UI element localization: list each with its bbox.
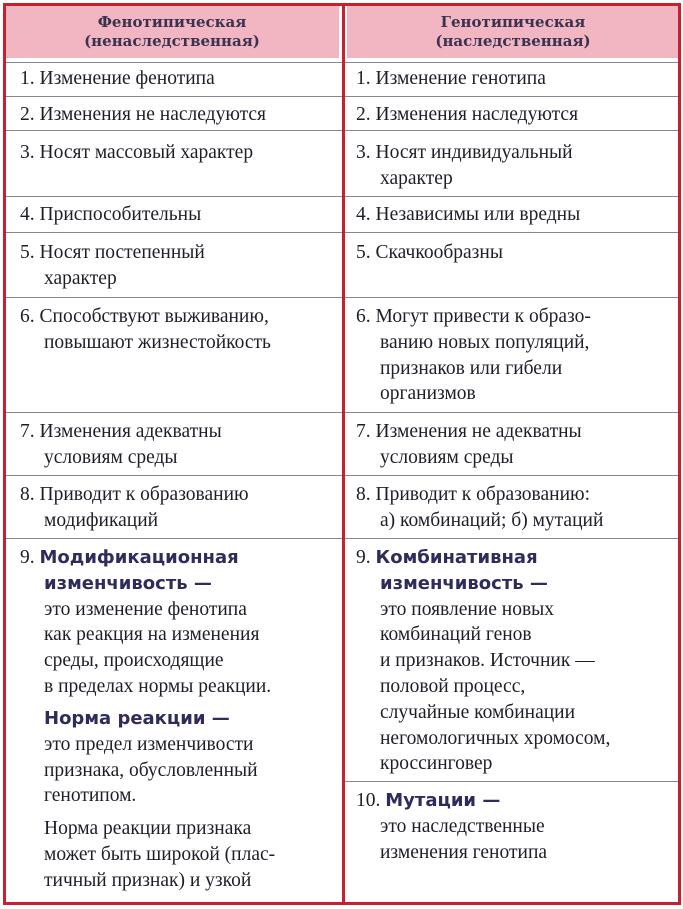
cell-line: комбинаций генов bbox=[380, 624, 532, 646]
item-number: 10. bbox=[356, 790, 381, 811]
cell-line: в пределах нормы реакции. bbox=[44, 675, 272, 697]
cell-line: тичный признак) и узкой bbox=[44, 869, 252, 891]
term-modification-variability: Модификационная bbox=[39, 547, 239, 568]
cell-line: 2. Изменения наследуются bbox=[356, 104, 579, 125]
cell-line: это изменение фенотипа bbox=[44, 598, 247, 620]
cell-line: 4. Независимы или вредны bbox=[356, 204, 581, 225]
cell-line: это предел изменчивости bbox=[44, 733, 254, 755]
term-reaction-norm: Норма реакции bbox=[44, 708, 206, 729]
item-number: 9. bbox=[20, 547, 35, 568]
cell-line: 8. Приводит к образованию bbox=[20, 484, 249, 505]
cell-line: как реакция на изменения bbox=[44, 624, 260, 646]
cell-line: 6. Могут привести к образо- bbox=[356, 306, 591, 327]
cell-line: условиям среды bbox=[44, 446, 178, 468]
header-left-subtitle: (ненаследственная) bbox=[84, 32, 260, 50]
term-continuation: изменчивость bbox=[380, 572, 524, 594]
cell-line: 1. Изменение фенотипа bbox=[20, 68, 215, 89]
header-left-title: Фенотипическая bbox=[97, 13, 247, 31]
term-dash: — bbox=[523, 572, 548, 594]
cell-line: 8. Приводит к образованию: bbox=[356, 484, 591, 505]
cell-line: 6. Способствуют выживанию, bbox=[20, 306, 269, 327]
cell-line: среды, происходящие bbox=[44, 650, 224, 672]
cell-line: 2. Изменения не наследуются bbox=[20, 104, 267, 125]
cell-line: случайные комбинации bbox=[380, 701, 576, 723]
cell-line: повышают жизнестойкость bbox=[44, 331, 271, 353]
cell-line: кроссинговер bbox=[380, 753, 493, 775]
term-continuation: изменчивость bbox=[44, 572, 188, 594]
cell-line: половой процесс, bbox=[380, 675, 526, 697]
cell-line: может быть широкой (плас- bbox=[44, 843, 276, 865]
cell-line: Норма реакции признака bbox=[44, 818, 252, 839]
term-combinative-variability: Комбинативная bbox=[375, 547, 538, 568]
cell-line: 4. Приспособительны bbox=[20, 204, 202, 225]
term-dash: — bbox=[205, 708, 230, 729]
term-dash: — bbox=[187, 572, 212, 594]
cell-line: и признаков. Источник — bbox=[380, 650, 595, 672]
cell-line: признаков или гибели bbox=[380, 357, 563, 379]
cell-line: 3. Носят индивидуальный bbox=[356, 142, 573, 163]
cell-line: это наследственные bbox=[380, 815, 545, 837]
term-mutations: Мутации bbox=[385, 790, 477, 811]
cell-line: модификаций bbox=[44, 509, 159, 531]
header-right-title: Генотипическая bbox=[440, 13, 586, 31]
cell-line: организмов bbox=[380, 383, 476, 405]
cell-line: 7. Изменения адекватны bbox=[20, 421, 222, 442]
cell-line: 1. Изменение генотипа bbox=[356, 68, 546, 89]
cell-line: ванию новых популяций, bbox=[380, 331, 590, 353]
cell-line: 7. Изменения не адекватны bbox=[356, 421, 582, 442]
phenotypic-column-border bbox=[3, 3, 345, 905]
genotypic-column-border bbox=[342, 3, 681, 905]
cell-line: характер bbox=[380, 167, 453, 189]
cell-line: 3. Носят массовый характер bbox=[20, 142, 254, 163]
cell-line: характер bbox=[44, 267, 117, 289]
header-right-subtitle: (наследственная) bbox=[435, 32, 591, 50]
cell-line: а) комбинаций; б) мутаций bbox=[380, 509, 604, 531]
cell-line: изменения генотипа bbox=[380, 841, 548, 863]
cell-line: негомологичных хромосом, bbox=[380, 727, 611, 749]
cell-line: условиям среды bbox=[380, 446, 514, 468]
cell-line: генотипом. bbox=[44, 785, 137, 807]
cell-line: признака, обусловленный bbox=[44, 759, 258, 781]
term-dash: — bbox=[476, 790, 501, 811]
cell-line: 5. Носят постепенный bbox=[20, 242, 205, 263]
cell-line: 5. Скачкообразны bbox=[356, 242, 503, 263]
cell-line: это появление новых bbox=[380, 598, 555, 620]
item-number: 9. bbox=[356, 547, 371, 568]
